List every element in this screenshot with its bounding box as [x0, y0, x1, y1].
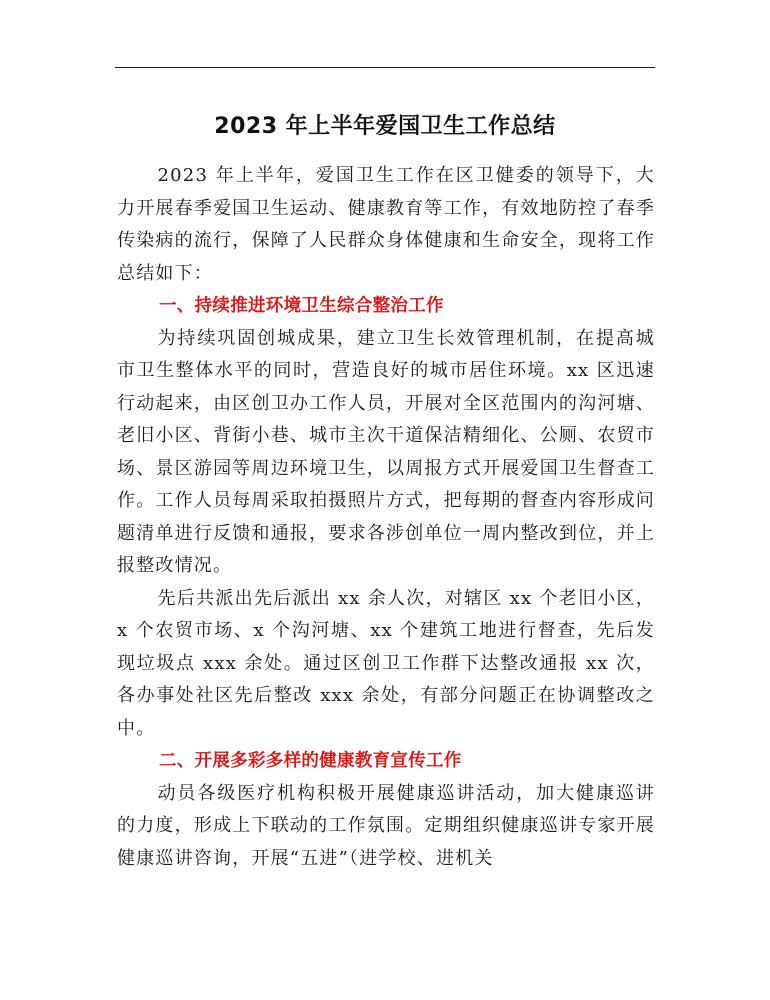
- header-rule: [115, 67, 655, 68]
- section-1-paragraph-2: 先后共派出先后派出 xx 余人次，对辖区 xx 个老旧小区，x 个农贸市场、x 个沟河塘、xx 个建筑工地进行督查，先后发现垃圾点 xxx 余处。通过区创卫工作群下达整改通报 xx 次，各办事处社区先后整改 xxx 余处，有部分问题正在协调整改之中。: [117, 587, 655, 739]
- intro-paragraph: 2023 年上半年，爱国卫生工作在区卫健委的领导下，大力开展春季爱国卫生运动、健康教育等工作，有效地防控了春季传染病的流行，保障了人民群众身体健康和生命安全，现将工作总结如下：: [117, 165, 655, 284]
- section-heading-2: 二、开展多彩多样的健康教育宣传工作: [159, 751, 462, 771]
- section-2-paragraph-1: 动员各级医疗机构积极开展健康巡讲活动，加大健康巡讲的力度，形成上下联动的工作氛围。定期组织健康巡讲专家开展健康巡讲咨询，开展“五进”（进学校、进机关: [117, 782, 655, 869]
- section-1-paragraph-1: 为持续巩固创城成果，建立卫生长效管理机制，在提高城市卫生整体水平的同时，营造良好的城市居住环境。xx 区迅速行动起来，由区创卫办工作人员，开展对全区范围内的沟河塘、老旧小区、背街小巷、城市主次干道保洁精细化、公厕、农贸市场、景区游园等周边环境卫生，以周报方式开展爱国卫生督查工作。工作人员每周采取拍摄照片方式，把每期的督查内容形成问题清单进行反馈和通报，要求各涉创单位一周内整改到位，并上报整改情况。: [117, 327, 655, 576]
- document-title: 2023 年上半年爱国卫生工作总结: [214, 114, 556, 139]
- section-heading-1: 一、持续推进环境卫生综合整治工作: [159, 296, 444, 316]
- document-body: [117, 160, 655, 875]
